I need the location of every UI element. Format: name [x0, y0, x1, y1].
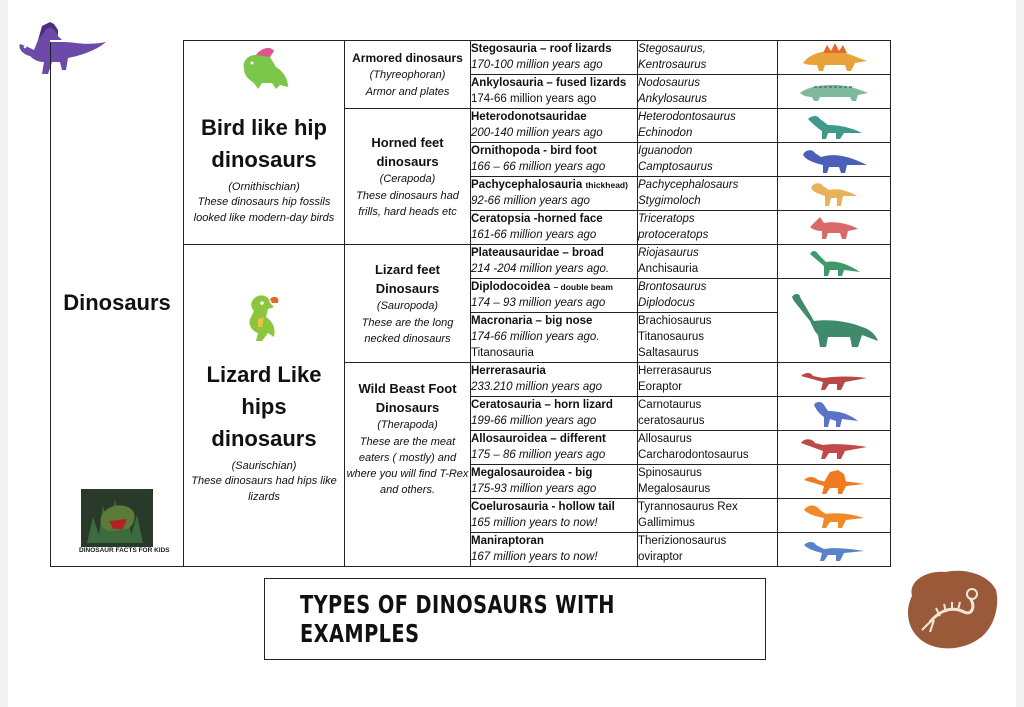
examples-cell: Pachycephalosaurs Stygimoloch: [638, 177, 778, 211]
table-row: Maniraptoran 167 million years to now!: [471, 533, 638, 567]
table-row: Stegosauria – roof lizards 170-100 million years ago: [471, 41, 638, 75]
examples-cell: Brontosaurus Diplodocus: [638, 279, 778, 313]
green-dinosaur-illustration: [238, 47, 290, 91]
herrerasaurus-illustration-cell: [778, 363, 891, 397]
triceratops-icon: [808, 215, 860, 241]
table-row: Macronaria – big nose 174-66 million years ago. Titanosauria: [471, 313, 638, 363]
ankylosaurus-icon: [798, 81, 870, 103]
examples-cell: Riojasaurus Anchisauria: [638, 245, 778, 279]
examples-cell: Carnotaurus ceratosaurus: [638, 397, 778, 431]
examples-cell: Tyrannosaurus Rex Gallimimus: [638, 499, 778, 533]
allosaurus-illustration-cell: [778, 431, 891, 465]
armored-sci: (Thyreophoran): [369, 68, 446, 81]
examples-cell: Therizionosaurus oviraptor: [638, 533, 778, 567]
horned-feet-cell: [345, 109, 471, 245]
table-row: Megalosauroidea - big 175-93 million years ago: [471, 465, 638, 499]
therizinosaurus-icon: [802, 537, 866, 563]
herrerasaurus-icon: [799, 368, 869, 392]
root-cell: [51, 41, 184, 567]
green-lizard-dinosaur-illustration: [240, 293, 284, 343]
horned-desc: These dinosaurs had frills, hard heads etc: [356, 190, 459, 218]
bird-hip-desc: These dinosaurs hip fossils looked like modern-day birds: [193, 195, 335, 224]
stegosaurus-icon: [799, 43, 869, 73]
lizard-feet-desc: These are the long necked dinosaurs: [361, 317, 454, 345]
brachiosaurus-icon: [788, 291, 880, 351]
iguanodon-illustration-cell: [778, 143, 891, 177]
table-row: Allosauroidea – different 175 – 86 million years ago: [471, 431, 638, 465]
table-row: Heterodonotsauridae 200-140 million years ago: [471, 109, 638, 143]
iguanodon-icon: [799, 145, 869, 175]
lizard-hip-sci: (Saurischian): [231, 459, 297, 472]
lizard-hip-desc: These dinosaurs had hips like lizards: [191, 474, 337, 503]
title-box: [264, 578, 766, 660]
table-row: Coelurosauria - hollow tail 165 million years to now!: [471, 499, 638, 533]
allosaurus-icon: [799, 435, 869, 461]
examples-cell: Spinosaurus Megalosaurus: [638, 465, 778, 499]
plateosaurus-illustration-cell: [778, 245, 891, 279]
armored-cell: [345, 41, 471, 109]
page-title: TYPES OF DINOSAURS WITH EXAMPLES: [300, 590, 615, 648]
examples-cell: Stegosaurus, Kentrosaurus: [638, 41, 778, 75]
table-row: Pachycephalosauria thickhead) 92-66 million years ago: [471, 177, 638, 211]
examples-cell: Allosaurus Carcharodontosaurus: [638, 431, 778, 465]
horned-sci: (Cerapoda): [379, 173, 436, 185]
heterodontosaurus-icon: [804, 111, 864, 141]
stegosaurus-illustration-cell: [778, 41, 891, 75]
triceratops-illustration-cell: [778, 211, 891, 245]
plateosaurus-icon: [806, 248, 862, 276]
horned-name: Horned feet dinosaurs: [371, 135, 444, 169]
dinosaur-classification-table: [50, 40, 891, 567]
wild-beast-sci: (Therapoda): [377, 419, 438, 431]
carnotaurus-icon: [808, 399, 860, 429]
root-label: Dinosaurs: [63, 290, 171, 316]
logo-text: DINOSAUR FACTS FOR KIDS: [79, 546, 170, 554]
table-row: Diplodocoidea – double beam 174 – 93 million years ago: [471, 279, 638, 313]
armored-name: Armored dinosaurs: [352, 50, 463, 65]
pachycephalosaurus-icon: [809, 180, 859, 208]
examples-cell: Triceratops protoceratops: [638, 211, 778, 245]
wild-beast-desc: These are the meat eaters ( mostly) and where you will find T-Rex and others.: [346, 436, 469, 496]
lizard-feet-cell: [345, 245, 471, 363]
table-row: Ceratopsia -horned face 161-66 million years ago: [471, 211, 638, 245]
therizinosaurus-illustration-cell: [778, 533, 891, 567]
dinosaur-facts-logo: [79, 487, 170, 559]
lizard-feet-sci: (Sauropoda): [376, 300, 439, 312]
lizard-feet-name: Lizard feet Dinosaurs: [374, 262, 440, 296]
table-row: Herrerasauria 233.210 million years ago: [471, 363, 638, 397]
tyrannosaurus-illustration-cell: [778, 499, 891, 533]
wild-beast-name: Wild Beast Foot Dinosaurs: [358, 381, 457, 415]
carnotaurus-illustration-cell: [778, 397, 891, 431]
examples-cell: Nodosaurus Ankylosaurus: [638, 75, 778, 109]
examples-cell: Brachiosaurus Titanosaurus Saltasaurus: [638, 313, 778, 363]
examples-cell: Herrerasaurus Eoraptor: [638, 363, 778, 397]
armored-desc: Armor and plates: [365, 85, 450, 98]
spinosaurus-illustration-cell: [778, 465, 891, 499]
tyrannosaurus-icon: [802, 502, 866, 530]
ankylosaurus-illustration-cell: [778, 75, 891, 109]
table-row: Ankylosauria – fused lizards 174-66 million years ago: [471, 75, 638, 109]
bird-hip-name: Bird like hip dinosaurs: [201, 114, 327, 172]
table-row: Ornithopoda - bird foot 166 – 66 million years ago: [471, 143, 638, 177]
pachycephalosaurus-illustration-cell: [778, 177, 891, 211]
heterodontosaurus-illustration-cell: [778, 109, 891, 143]
bird-hip-sci: (Ornithischian): [228, 180, 300, 193]
table-row: Ceratosauria – horn lizard 199-66 million years ago: [471, 397, 638, 431]
examples-cell: Heterodontosaurus Echinodon: [638, 109, 778, 143]
brachiosaurus-illustration-cell: [778, 279, 891, 363]
bird-hip-cell: [184, 41, 345, 245]
lizard-hip-name: Lizard Like hips dinosaurs: [206, 361, 322, 451]
wild-beast-cell: [345, 363, 471, 567]
spinosaurus-icon: [802, 468, 866, 496]
fossil-illustration: [900, 566, 1000, 652]
table-row: Plateausauridae – broad 214 -204 million years ago.: [471, 245, 638, 279]
examples-cell: Iguanodon Camptosaurus: [638, 143, 778, 177]
lizard-hip-cell: [184, 245, 345, 567]
